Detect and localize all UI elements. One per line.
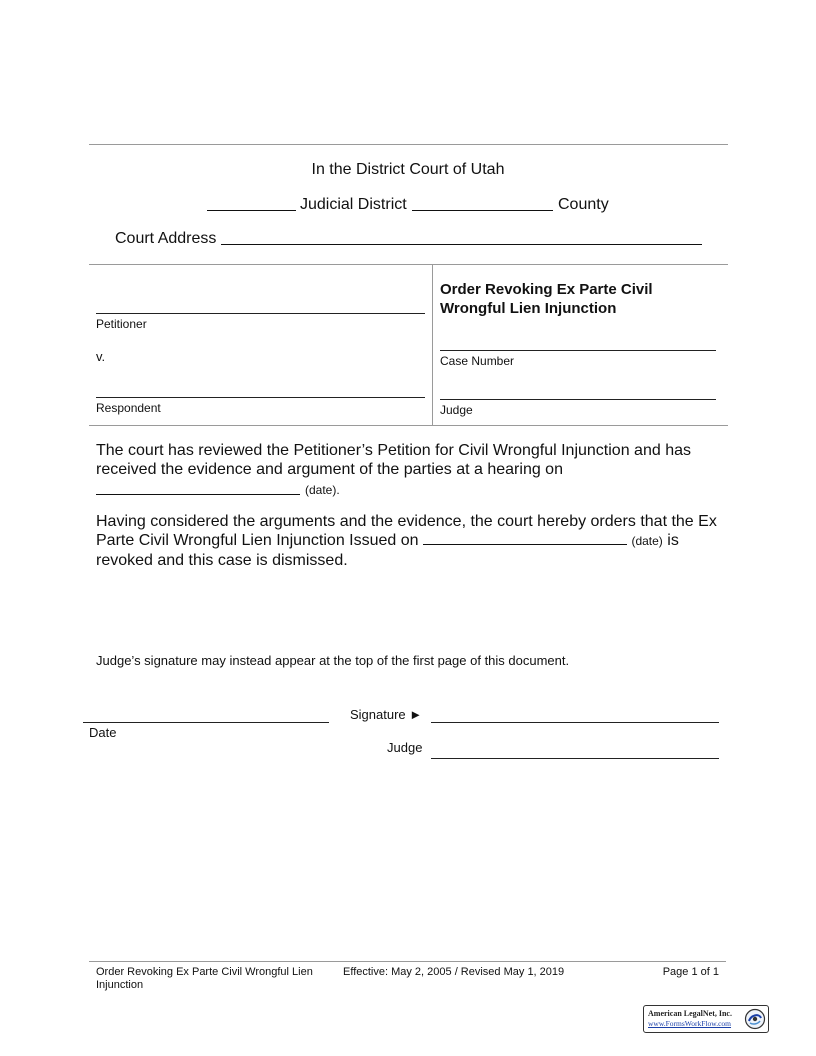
- versus-label: v.: [96, 349, 106, 364]
- county-label: County: [558, 196, 609, 213]
- respondent-label: Respondent: [96, 401, 161, 415]
- logo-website[interactable]: www.FormsWorkFlow.com: [648, 1019, 732, 1028]
- paragraph-hearing-text: The court has reviewed the Petitioner’s Petition for Civil Wrongful Injunction and has received the evidence and argument of the parties at a hearing on: [96, 442, 691, 478]
- footer-effective: Effective: May 2, 2005 / Revised May 1, 2019: [343, 966, 565, 978]
- caption-divider: [432, 264, 433, 425]
- county-field[interactable]: [412, 210, 553, 211]
- globe-icon: [744, 1008, 766, 1030]
- case-number-label: Case Number: [440, 354, 515, 368]
- order-title-line2: Wrongful Lien Injunction: [440, 300, 617, 317]
- court-title: In the District Court of Utah: [311, 161, 505, 178]
- top-rule: [89, 144, 728, 145]
- date-field[interactable]: [83, 722, 329, 723]
- americanlegalnet-logo[interactable]: [643, 1005, 769, 1033]
- judge-label: Judge: [440, 403, 473, 417]
- caption-bottom-rule: [89, 425, 728, 426]
- hearing-date-field[interactable]: [96, 494, 300, 495]
- judge-name-field[interactable]: [431, 758, 719, 759]
- logo-company: American LegalNet, Inc.: [648, 1009, 732, 1018]
- paragraph-order: [96, 512, 736, 570]
- issued-date-hint: (date): [631, 534, 663, 548]
- hearing-date-hint: (date).: [305, 483, 340, 497]
- caption-top-rule: [89, 264, 728, 265]
- footer-rule: [89, 961, 726, 962]
- footer-page: Page 1 of 1: [662, 966, 719, 978]
- petitioner-label: Petitioner: [96, 317, 147, 331]
- paragraph-order-text: Having considered the arguments and the evidence, the court hereby orders that the Ex Parte Civil Wrongful Lien Injunction Issued on: [96, 513, 717, 549]
- respondent-field[interactable]: [96, 397, 425, 398]
- judge-field[interactable]: [440, 399, 716, 400]
- judicial-district-label: Judicial District: [300, 196, 407, 213]
- issued-date-field[interactable]: [423, 531, 627, 545]
- paragraph-hearing: [96, 441, 728, 479]
- signature-field[interactable]: [431, 722, 719, 723]
- paragraph-order-end: revoked and this case is dismissed.: [96, 552, 348, 569]
- judicial-district-field[interactable]: [207, 210, 296, 211]
- signature-label: Signature ►: [350, 707, 423, 722]
- signature-note: Judge’s signature may instead appear at the top of the first page of this document.: [96, 653, 570, 668]
- petitioner-field[interactable]: [96, 313, 425, 314]
- court-address-field[interactable]: [221, 244, 702, 245]
- signature-judge-label: Judge: [387, 740, 423, 755]
- court-address-label: Court Address: [115, 230, 217, 247]
- date-label: Date: [89, 725, 117, 740]
- order-title-line1: Order Revoking Ex Parte Civil: [440, 281, 653, 298]
- case-number-field[interactable]: [440, 350, 716, 351]
- footer-form-title: Order Revoking Ex Parte Civil Wrongful Lien Injunction: [96, 966, 313, 991]
- paragraph-order-tail: is: [667, 532, 679, 549]
